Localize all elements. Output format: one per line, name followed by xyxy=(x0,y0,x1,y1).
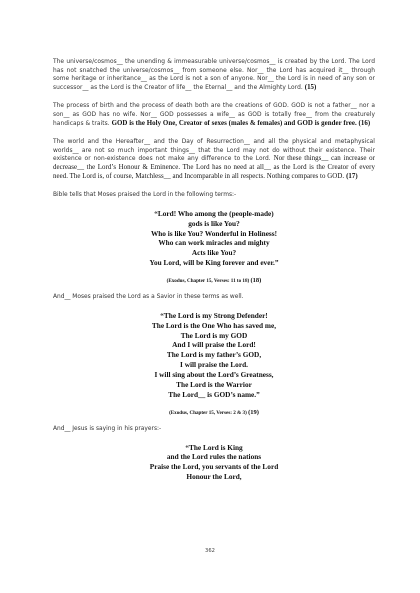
quote-intro-savior: And__ Moses praised the Lord as a Savior in these terms as well. xyxy=(53,294,244,301)
quote-exodus-2-3 xyxy=(53,311,375,400)
quote-line: Who is like You? Wonderful in Holiness! xyxy=(150,228,278,238)
paragraph-15 xyxy=(53,58,375,92)
quote-jesus-prayer xyxy=(53,443,375,483)
paragraph-17 xyxy=(53,138,375,181)
quote-line: Acts like You? xyxy=(191,248,237,258)
quote-line: The Lord is my GOD xyxy=(180,330,248,340)
paragraph-17-text: The world and the Hereafter__ and the Day of Resurrection__ and all the physical and metaphysical worlds__ are not so much important things__ that the Lord may not do without their existence. Their existence or non-existence does not make any difference to the Lord. xyxy=(53,139,375,163)
quote-line: And I will praise the Lord! xyxy=(172,340,256,350)
quote-line: Praise the Lord, you servants of the Lord xyxy=(149,462,279,472)
quote-line: The Lord is the One Who has saved me, xyxy=(151,320,277,330)
quote-line: “The Lord is King xyxy=(185,442,243,452)
page-number: 362 xyxy=(205,548,215,554)
page-content xyxy=(53,58,375,491)
quote-line: Who can work miracles and mighty xyxy=(158,238,270,248)
quote-line: and the Lord rules the nations xyxy=(166,452,262,462)
paragraph-16 xyxy=(53,102,375,128)
footnote-marker-17: (17) xyxy=(346,172,358,180)
paragraph-15-text: The universe/cosmos__ the unending & immeasurable universe/cosmos__ is created by the Lord. The Lord has not snatched the universe/cosmos__ from someone else. Nor__ the Lord has acquired it__ through some heritage or inheritance__ as the Lord is not a son of anyone. Nor__ the Lord is in need of any son or successor__ as the Lord is the Creator of life__ the Eternal__ and the Almighty Lord. xyxy=(53,59,375,91)
footnote-marker-18: (18) xyxy=(250,277,262,285)
paragraph-16-bold-statement: GOD is the Holy One, Creator of sexes (males & females) and GOD is gender free. (16) xyxy=(111,119,371,127)
quote-line: “Lord! Who among the (people-made) xyxy=(154,208,274,218)
paragraph-17-serif-text: Nor these things__ can increase or decrease__ the Lord’s Honour & Eminence. The Lord has no need at all__ as the Lord is the Creator of every need. The Lord is, of course, Matchless__ and Incomparable in all respects. Nothing compares to GOD. xyxy=(53,155,375,180)
quote-line: I will sing about the Lord’s Greatness, xyxy=(154,370,274,380)
quote-line: I will praise the Lord. xyxy=(180,360,248,370)
quote-intro-jesus: And__ Jesus is saying in his prayers:- xyxy=(53,425,162,432)
quote-line: The Lord is my father’s GOD, xyxy=(166,350,262,360)
quote-line: Honour the Lord, xyxy=(186,472,242,482)
quote-line: gods is like You? xyxy=(188,218,240,228)
quote-line: “The Lord is my Strong Defender! xyxy=(160,310,268,320)
reference-text: (Exodus, Chapter 15, Verses: 2 & 3) xyxy=(169,409,247,416)
scripture-reference-19 xyxy=(53,409,375,416)
paragraph-16-text: The process of birth and the process of death both are the creations of GOD. GOD is not a father__ nor a son__ as GOD has no wife. Nor__ GOD possesses a wife__ as GOD is totally free__ from the creaturely handicaps & traits. xyxy=(53,103,375,127)
scripture-reference-18 xyxy=(53,277,375,284)
quote-line: The Lord is the Warrior xyxy=(176,380,252,390)
reference-text: (Exodus, Chapter 15, Verses: 11 to 18) xyxy=(166,278,250,285)
footnote-marker-19: (19) xyxy=(248,408,259,416)
quote-exodus-11-18 xyxy=(53,209,375,268)
quote-intro-moses: Bible tells that Moses praised the Lord in the following terms:- xyxy=(53,192,237,199)
footnote-marker-15: (15) xyxy=(304,83,317,91)
quote-line: The Lord__ is GOD’s name.” xyxy=(168,390,260,399)
quote-line: You Lord, will be King forever and ever.” xyxy=(149,258,279,268)
